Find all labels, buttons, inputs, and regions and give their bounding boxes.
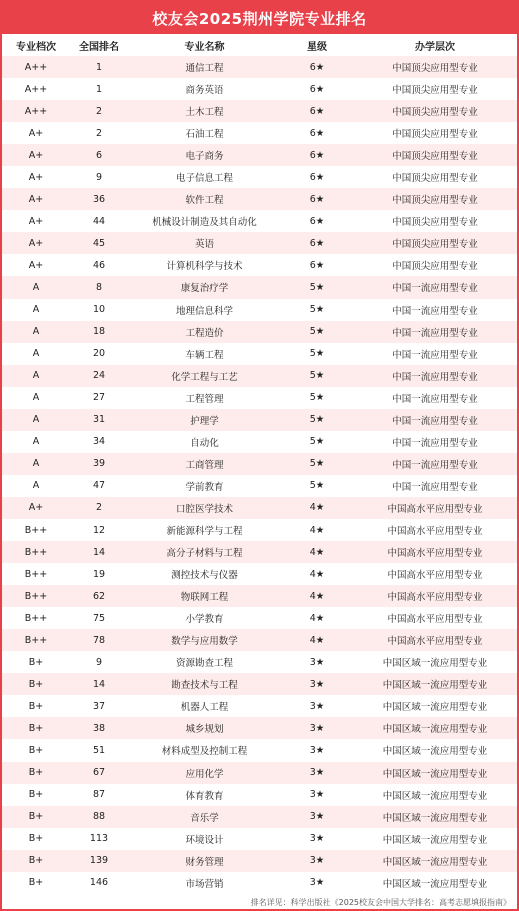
cell-tier: A+ [28, 259, 44, 271]
cell-star-level: 3★ [309, 789, 325, 801]
cell-star-level: 3★ [309, 722, 325, 734]
table-row [2, 563, 517, 585]
cell-level: 中国区域一流应用型专业 [382, 856, 488, 868]
cell-tier: B+ [28, 789, 44, 801]
cell-major-name: 工商管理 [185, 459, 224, 471]
cell-star-level: 6★ [309, 215, 325, 227]
cell-national-rank: 1 [95, 61, 103, 73]
table-row [2, 739, 517, 761]
table-row [2, 409, 517, 431]
cell-level: 中国顶尖应用型专业 [392, 63, 478, 75]
cell-star-level: 6★ [309, 193, 325, 205]
cell-level: 中国一流应用型专业 [392, 437, 478, 449]
header-major-name: 专业名称 [184, 41, 225, 53]
cell-level: 中国区域一流应用型专业 [382, 724, 488, 736]
cell-national-rank: 37 [92, 700, 106, 712]
cell-major-name: 测控技术与仪器 [171, 570, 238, 582]
cell-level: 中国高水平应用型专业 [387, 526, 483, 537]
cell-tier: B++ [24, 634, 48, 646]
cell-national-rank: 31 [92, 414, 106, 426]
cell-major-name: 环境设计 [185, 834, 224, 846]
table-row [2, 806, 517, 828]
cell-star-level: 4★ [309, 568, 325, 580]
cell-national-rank: 12 [92, 524, 106, 536]
cell-level: 中国顶尖应用型专业 [392, 261, 478, 273]
table-row [2, 144, 517, 166]
cell-national-rank: 10 [92, 304, 106, 316]
cell-star-level: 4★ [309, 612, 325, 624]
cell-national-rank: 36 [92, 193, 106, 205]
table-row [2, 762, 517, 784]
table-row [2, 872, 517, 894]
table-row [2, 475, 517, 497]
cell-star-level: 4★ [309, 590, 325, 602]
cell-star-level: 6★ [309, 171, 325, 183]
cell-national-rank: 44 [92, 215, 106, 227]
cell-major-name: 车辆工程 [185, 349, 224, 361]
cell-level: 中国顶尖应用型专业 [392, 173, 478, 185]
cell-national-rank: 75 [92, 612, 106, 624]
table-row [2, 122, 517, 144]
cell-major-name: 音乐学 [190, 812, 219, 824]
cell-national-rank: 88 [92, 811, 106, 823]
cell-national-rank: 9 [95, 656, 103, 668]
table-row [2, 850, 517, 872]
cell-national-rank: 62 [92, 590, 106, 602]
cell-tier: B+ [28, 700, 44, 712]
cell-national-rank: 2 [95, 127, 103, 139]
cell-star-level: 4★ [309, 546, 325, 558]
cell-star-level: 5★ [309, 436, 325, 448]
cell-tier: A+ [28, 149, 44, 161]
cell-national-rank: 19 [92, 568, 106, 580]
cell-major-name: 小学教育 [185, 614, 224, 626]
table-row [2, 232, 517, 254]
cell-tier: B+ [28, 767, 44, 779]
cell-tier: A++ [24, 83, 48, 95]
cell-major-name: 工程造价 [185, 327, 224, 339]
cell-star-level: 3★ [309, 767, 325, 779]
cell-major-name: 软件工程 [185, 195, 224, 207]
cell-national-rank: 47 [92, 480, 106, 492]
cell-level: 中国高水平应用型专业 [387, 548, 483, 560]
cell-star-level: 5★ [309, 348, 325, 360]
cell-star-level: 5★ [309, 414, 325, 426]
cell-national-rank: 9 [95, 171, 103, 183]
cell-national-rank: 39 [92, 458, 106, 470]
cell-level: 中国高水平应用型专业 [387, 592, 483, 604]
cell-national-rank: 139 [89, 855, 109, 867]
cell-tier: A [32, 414, 40, 426]
table-row [2, 629, 517, 651]
cell-major-name: 财务管理 [185, 856, 224, 868]
cell-star-level: 6★ [309, 237, 325, 249]
cell-tier: B+ [28, 855, 44, 867]
cell-major-name: 体育教育 [185, 790, 224, 802]
cell-level: 中国顶尖应用型专业 [392, 217, 478, 229]
cell-level: 中国区域一流应用型专业 [382, 834, 488, 846]
cell-tier: B+ [28, 811, 44, 823]
cell-major-name: 数学与应用数学 [171, 636, 238, 648]
table-row [2, 497, 517, 519]
cell-major-name: 物联网工程 [180, 592, 229, 604]
cell-level: 中国顶尖应用型专业 [392, 85, 478, 97]
cell-star-level: 6★ [309, 149, 325, 161]
cell-national-rank: 1 [95, 83, 103, 95]
cell-major-name: 市场营销 [185, 878, 224, 890]
cell-tier: A [32, 326, 40, 338]
table-row [2, 188, 517, 210]
cell-tier: A+ [28, 171, 44, 183]
cell-major-name: 电子商务 [185, 151, 224, 163]
table-body [2, 56, 517, 894]
cell-star-level: 5★ [309, 370, 325, 382]
cell-level: 中国区域一流应用型专业 [382, 790, 488, 802]
cell-major-name: 计算机科学与技术 [166, 261, 243, 273]
table-row [2, 651, 517, 673]
cell-national-rank: 38 [92, 722, 106, 734]
table-row [2, 299, 517, 321]
footer-source-note: 排名详见：科学出版社《2025校友会中国大学排名：高考志愿填报指南》 [250, 898, 511, 907]
header-star-level: 星级 [307, 41, 327, 53]
cell-level: 中国顶尖应用型专业 [392, 151, 478, 163]
table-row [2, 100, 517, 122]
cell-major-name: 机械设计制造及其自动化 [152, 217, 257, 229]
table-row [2, 541, 517, 563]
cell-tier: B++ [24, 524, 48, 536]
cell-tier: A+ [28, 502, 44, 514]
cell-star-level: 5★ [309, 304, 325, 316]
table-row [2, 828, 517, 850]
cell-tier: B++ [24, 612, 48, 624]
cell-level: 中国一流应用型专业 [392, 283, 478, 295]
cell-star-level: 6★ [309, 127, 325, 139]
table-row [2, 56, 517, 78]
cell-major-name: 应用化学 [185, 768, 224, 780]
cell-star-level: 3★ [309, 700, 325, 712]
cell-national-rank: 45 [92, 237, 106, 249]
header-national-rank: 全国排名 [79, 41, 119, 53]
cell-level: 中国顶尖应用型专业 [392, 239, 478, 251]
cell-major-name: 英语 [194, 239, 214, 251]
cell-tier: B+ [28, 678, 44, 690]
table-row [2, 717, 517, 739]
cell-tier: A [32, 348, 40, 360]
cell-tier: B+ [28, 744, 44, 756]
table-row [2, 343, 517, 365]
cell-level: 中国一流应用型专业 [392, 459, 478, 471]
cell-tier: B+ [28, 656, 44, 668]
cell-national-rank: 14 [92, 546, 106, 558]
cell-major-name: 资源勘查工程 [175, 658, 233, 670]
cell-tier: A++ [24, 61, 48, 73]
cell-level: 中国高水平应用型专业 [387, 570, 483, 582]
cell-major-name: 工程管理 [185, 393, 224, 405]
cell-level: 中国一流应用型专业 [392, 393, 478, 405]
cell-tier: A [32, 480, 40, 492]
cell-national-rank: 27 [92, 392, 106, 404]
cell-national-rank: 14 [92, 678, 106, 690]
cell-star-level: 5★ [309, 458, 325, 470]
cell-national-rank: 51 [92, 744, 106, 756]
cell-major-name: 康复治疗学 [180, 283, 229, 295]
cell-level: 中国一流应用型专业 [392, 371, 478, 383]
cell-major-name: 新能源科学与工程 [166, 526, 243, 537]
cell-national-rank: 20 [92, 348, 106, 360]
cell-level: 中国顶尖应用型专业 [392, 195, 478, 207]
cell-star-level: 5★ [309, 480, 325, 492]
cell-tier: B++ [24, 590, 48, 602]
cell-major-name: 机器人工程 [180, 702, 229, 714]
cell-star-level: 3★ [309, 877, 325, 889]
cell-tier: A++ [24, 105, 48, 117]
cell-level: 中国高水平应用型专业 [387, 614, 483, 626]
cell-major-name: 学前教育 [185, 481, 224, 493]
cell-national-rank: 146 [89, 877, 109, 889]
cell-tier: A [32, 304, 40, 316]
cell-star-level: 6★ [309, 259, 325, 271]
cell-major-name: 护理学 [190, 415, 219, 427]
cell-tier: A+ [28, 193, 44, 205]
page-title: 校友会2025荆州学院专业排名 [2, 2, 517, 34]
cell-national-rank: 34 [92, 436, 106, 448]
cell-level: 中国区域一流应用型专业 [382, 768, 488, 780]
cell-major-name: 材料成型及控制工程 [161, 746, 248, 758]
table-row [2, 321, 517, 343]
cell-level: 中国一流应用型专业 [392, 415, 478, 427]
cell-star-level: 5★ [309, 326, 325, 338]
cell-major-name: 石油工程 [185, 129, 224, 141]
cell-tier: A [32, 281, 40, 293]
cell-tier: A [32, 370, 40, 382]
cell-major-name: 通信工程 [185, 63, 224, 75]
cell-major-name: 地理信息科学 [175, 305, 233, 317]
table-row [2, 78, 517, 100]
cell-national-rank: 8 [95, 281, 103, 293]
cell-national-rank: 87 [92, 789, 106, 801]
cell-level: 中国高水平应用型专业 [387, 636, 483, 648]
cell-level: 中国高水平应用型专业 [387, 503, 483, 515]
table-row [2, 431, 517, 453]
cell-tier: B++ [24, 568, 48, 580]
cell-star-level: 6★ [309, 105, 325, 117]
cell-tier: A [32, 458, 40, 470]
header-tier: 专业档次 [16, 41, 56, 53]
cell-major-name: 高分子材料与工程 [166, 548, 243, 560]
cell-level: 中国顶尖应用型专业 [392, 107, 478, 119]
cell-level: 中国区域一流应用型专业 [382, 680, 488, 692]
table-row [2, 254, 517, 276]
cell-tier: A+ [28, 215, 44, 227]
cell-major-name: 商务英语 [185, 85, 224, 97]
table-row [2, 276, 517, 298]
cell-level: 中国一流应用型专业 [392, 349, 478, 361]
table-row [2, 453, 517, 475]
cell-star-level: 5★ [309, 392, 325, 404]
cell-level: 中国区域一流应用型专业 [382, 702, 488, 714]
cell-major-name: 勘查技术与工程 [171, 680, 238, 692]
table-row [2, 519, 517, 541]
header-level: 办学层次 [415, 41, 455, 53]
cell-level: 中国区域一流应用型专业 [382, 812, 488, 824]
cell-star-level: 5★ [309, 281, 325, 293]
cell-tier: A+ [28, 237, 44, 249]
table-row [2, 585, 517, 607]
cell-star-level: 3★ [309, 678, 325, 690]
cell-tier: B+ [28, 722, 44, 734]
cell-national-rank: 67 [92, 767, 106, 779]
cell-national-rank: 24 [92, 370, 106, 382]
cell-level: 中国区域一流应用型专业 [382, 746, 488, 758]
cell-major-name: 电子信息工程 [175, 173, 233, 185]
cell-level: 中国一流应用型专业 [392, 481, 478, 493]
table-row [2, 365, 517, 387]
cell-major-name: 土木工程 [185, 107, 224, 119]
cell-star-level: 4★ [309, 502, 325, 514]
cell-level: 中国区域一流应用型专业 [382, 878, 488, 890]
cell-level: 中国区域一流应用型专业 [382, 658, 488, 670]
cell-star-level: 3★ [309, 811, 325, 823]
cell-star-level: 6★ [309, 61, 325, 73]
cell-star-level: 3★ [309, 656, 325, 668]
cell-tier: B+ [28, 833, 44, 845]
cell-national-rank: 18 [92, 326, 106, 338]
cell-national-rank: 6 [95, 149, 103, 161]
cell-level: 中国一流应用型专业 [392, 305, 478, 317]
cell-major-name: 口腔医学技术 [175, 503, 233, 515]
cell-level: 中国一流应用型专业 [392, 327, 478, 339]
cell-national-rank: 46 [92, 259, 106, 271]
cell-tier: A+ [28, 127, 44, 139]
table-row [2, 695, 517, 717]
table-row [2, 166, 517, 188]
table-row [2, 210, 517, 232]
table-header [2, 34, 517, 56]
table-row [2, 784, 517, 806]
table-row [2, 673, 517, 695]
cell-major-name: 自动化 [190, 437, 219, 449]
cell-national-rank: 2 [95, 502, 103, 514]
cell-star-level: 6★ [309, 83, 325, 95]
cell-star-level: 3★ [309, 855, 325, 867]
cell-star-level: 4★ [309, 524, 325, 536]
cell-major-name: 化学工程与工艺 [171, 371, 238, 383]
cell-star-level: 3★ [309, 833, 325, 845]
cell-star-level: 4★ [309, 634, 325, 646]
cell-national-rank: 113 [89, 833, 109, 845]
cell-national-rank: 78 [92, 634, 106, 646]
cell-tier: B+ [28, 877, 44, 889]
table-row [2, 387, 517, 409]
cell-national-rank: 2 [95, 105, 103, 117]
cell-star-level: 3★ [309, 744, 325, 756]
cell-tier: A [32, 392, 40, 404]
cell-tier: A [32, 436, 40, 448]
table-row [2, 607, 517, 629]
cell-tier: B++ [24, 546, 48, 558]
cell-major-name: 城乡规划 [185, 724, 224, 736]
cell-level: 中国顶尖应用型专业 [392, 129, 478, 141]
